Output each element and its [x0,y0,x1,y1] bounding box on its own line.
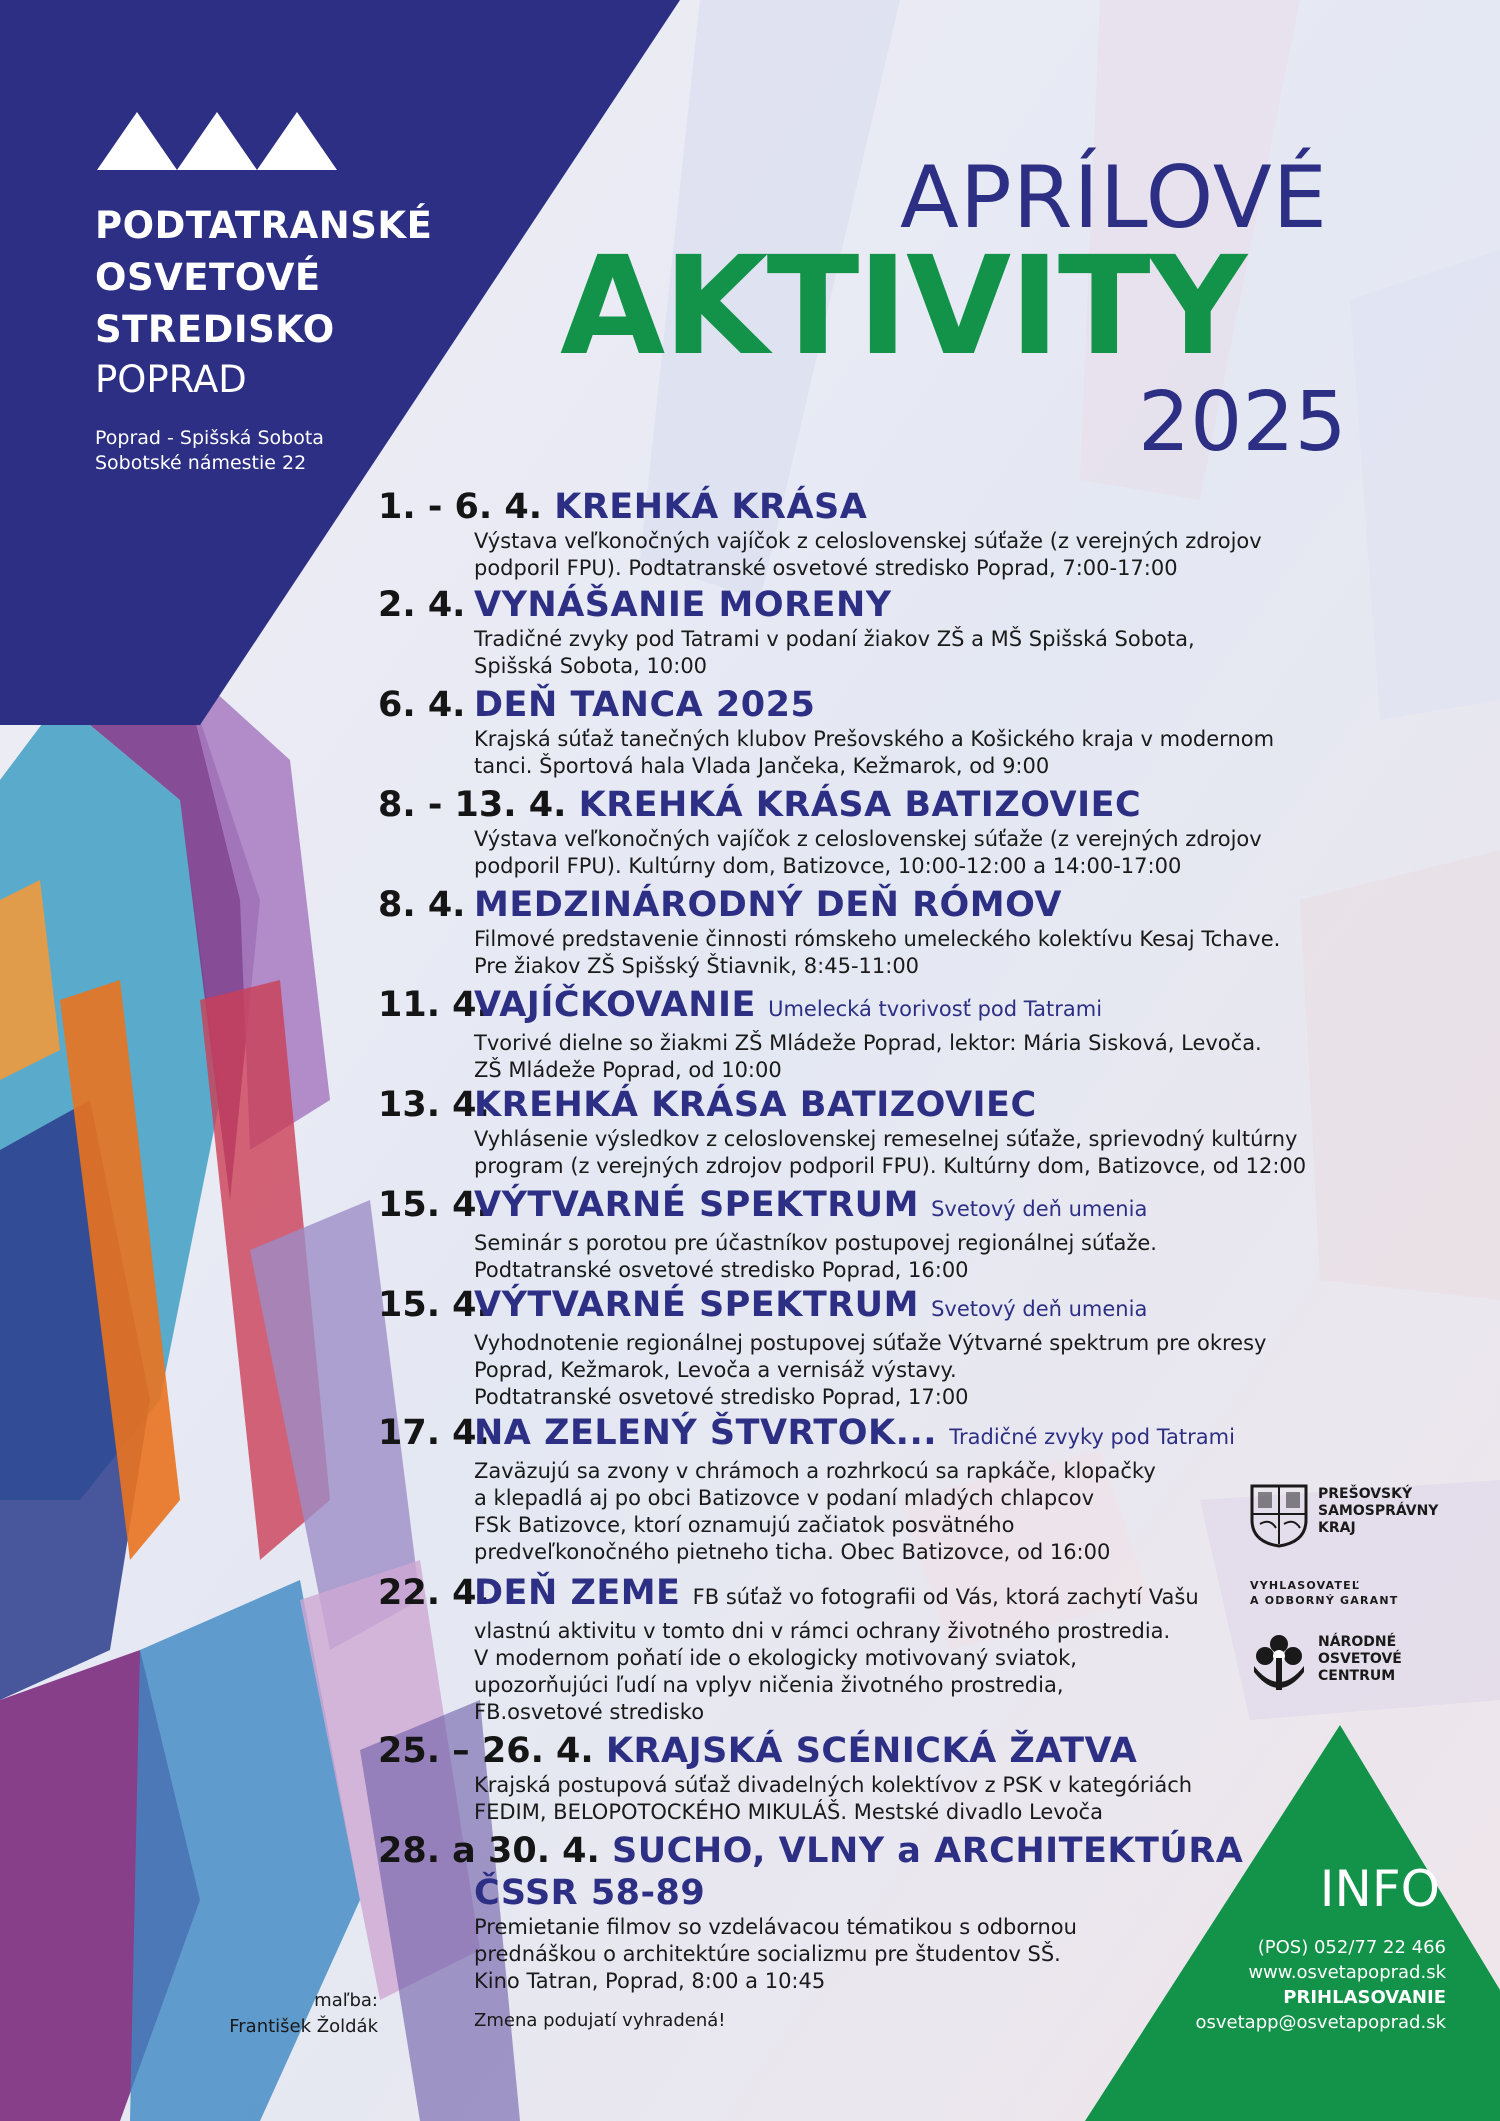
desc-line: Premietanie filmov so vzdelávacou tématikou s odbornou [474,1915,1077,1939]
event-item [378,684,1338,780]
desc-line: Výstava veľkonočných vajíčok z celoslovenskej súťaže (z verejných zdrojov [474,529,1262,553]
event-date: 11. 4. [378,985,490,1025]
event-date: 15. 4. [378,1185,490,1225]
event-title: VAJÍČKOVANIE [474,985,756,1025]
event-title: VYNÁŠANIE MORENY [474,585,892,625]
event-title: NA ZELENÝ ŠTVRTOK... [474,1413,938,1453]
event-date: 2. 4. [378,585,466,625]
title-year: 2025 [1138,375,1347,470]
desc-line: podporil FPU). Kultúrny dom, Batizovce, 10:00-12:00 a 14:00-17:00 [474,854,1182,878]
event-item [378,1184,1338,1284]
event-description [474,726,1338,780]
event-date: 13. 4. [378,1085,490,1125]
psk-line: KRAJ [1318,1520,1356,1536]
event-description [474,926,1338,980]
event-title: SUCHO, VLNY a ARCHITEKTÚRA [612,1831,1244,1871]
noc-name [1318,1634,1402,1685]
event-title: VÝTVARNÉ SPEKTRUM [474,1285,919,1325]
psk-name [1318,1486,1438,1537]
event-description [474,1330,1338,1411]
desc-line: Kino Tatran, Poprad, 8:00 a 10:45 [474,1969,826,1993]
event-description [474,626,1338,680]
event-description [474,1230,1338,1284]
org-name-line: STREDISKO [95,308,335,351]
event-date: 22. 4. [378,1573,490,1613]
event-description [474,826,1338,880]
psk-coat-of-arms-icon [1250,1484,1308,1548]
info-web-link[interactable]: www.osvetapoprad.sk [1248,1962,1446,1983]
event-date: 17. 4. [378,1413,490,1453]
desc-line: Tradičné zvyky pod Tatrami v podaní žiakov ZŠ a MŠ Spišská Sobota, [474,627,1195,651]
event-title-continued: ČSSR 58-89 [474,1873,706,1913]
event-item [378,1284,1338,1411]
noc-line: CENTRUM [1318,1668,1396,1684]
desc-line: V modernom poňatí ide o ekologicky motivovaný sviatok, [474,1646,1077,1670]
event-item [378,584,1338,680]
event-date: 28. a 30. 4. [378,1831,600,1871]
desc-line: vlastnú aktivitu v tomto dni v rámci ochrany životného prostredia. [474,1619,1171,1643]
event-date: 6. 4. [378,685,466,725]
desc-line: Filmové predstavenie činnosti rómskeho umeleckého kolektívu Kesaj Tchave. [474,927,1281,951]
event-description [474,1126,1338,1180]
event-item [378,1730,1338,1826]
desc-line: program (z verejných zdrojov podporil FPU). Kultúrny dom, Batizovce, od 12:00 [474,1154,1307,1178]
event-title: KRAJSKÁ SCÉNICKÁ ŽATVA [605,1731,1138,1771]
address-line: Sobotské námestie 22 [95,452,307,474]
desc-line: Poprad, Kežmarok, Levoča a vernisáž výstavy. [474,1358,957,1382]
painting-credit [200,1988,378,2040]
desc-line: tanci. Športová hala Vlada Jančeka, Kežmarok, od 9:00 [474,754,1050,778]
guarantor-label [1250,1578,1398,1608]
event-item [378,486,1338,582]
logo-mountains-icon [97,112,339,170]
desc-line: Spišská Sobota, 10:00 [474,654,708,678]
info-phone[interactable]: (POS) 052/77 22 466 [1257,1937,1446,1958]
event-description [474,1618,1244,1726]
event-date: 25. – 26. 4. [378,1731,594,1771]
noc-line: OSVETOVÉ [1318,1651,1402,1667]
title-line2: AKTIVITY [560,228,1246,386]
event-date: 1. - 6. 4. [378,487,543,527]
desc-line: FB.osvetové stredisko [474,1700,705,1724]
desc-line: Krajská postupová súťaž divadelných kolektívov z PSK v kategóriách [474,1773,1193,1797]
org-city: POPRAD [95,358,247,401]
event-description [474,1030,1338,1084]
event-item [378,884,1338,980]
desc-line: FSk Batizovce, ktorí oznamujú začiatok posvätného [474,1513,1015,1537]
org-name-line: OSVETOVÉ [95,256,321,299]
desc-line: a klepadlá aj po obci Batizovce v podaní mladých chlapcov [474,1486,1095,1510]
event-title: KREHKÁ KRÁSA [554,487,868,527]
desc-line: upozorňujúci ľudí na vplyv ničenia životného prostredia, [474,1673,1064,1697]
event-title: MEDZINÁRODNÝ DEŇ RÓMOV [474,885,1063,925]
event-date: 8. - 13. 4. [378,785,567,825]
event-item [378,1412,1338,1566]
event-title: KREHKÁ KRÁSA BATIZOVIEC [474,1085,1037,1125]
desc-line: Podtatranské osvetové stredisko Poprad, 16:00 [474,1258,969,1282]
address-line: Poprad - Spišská Sobota [95,427,324,449]
info-contacts [1195,1935,1446,2035]
info-registration: PRIHLASOVANIE [1283,1987,1446,2008]
desc-line: Vyhodnotenie regionálnej postupovej súťaže Výtvarné spektrum pre okresy [474,1331,1267,1355]
desc-line: Seminár s porotou pre účastníkov postupovej regionálnej súťaže. [474,1231,1157,1255]
desc-line: Krajská súťaž tanečných klubov Prešovského a Košického kraja v modernom [474,727,1275,751]
desc-line: Pre žiakov ZŠ Spišský Štiavnik, 8:45-11:00 [474,954,920,978]
event-item [378,784,1338,880]
desc-line: Tvorivé dielne so žiakmi ZŠ Mládeže Poprad, lektor: Mária Sisková, Levoča. [474,1031,1262,1055]
event-title: DEŇ TANCA 2025 [474,685,816,725]
title-line1: APRÍLOVÉ [900,148,1329,248]
event-title: DEŇ ZEME [474,1573,681,1613]
event-subtitle: FB súťaž vo fotografii od Vás, ktorá zachytí Vašu [692,1585,1199,1609]
desc-line: Vyhlásenie výsledkov z celoslovenskej remeselnej súťaže, sprievodný kultúrny [474,1127,1298,1151]
event-item [378,1572,1338,1726]
desc-line: FEDIM, BELOPOTOCKÉHO MIKULÁŠ. Mestské divadlo Levoča [474,1800,1103,1824]
desc-line: Zaväzujú sa zvony v chrámoch a rozhrkocú sa rapkáče, klopačky [474,1459,1156,1483]
org-name [95,200,432,356]
event-description [474,1458,1244,1566]
noc-flower-icon [1250,1628,1308,1694]
psk-line: PREŠOVSKÝ [1318,1486,1413,1502]
event-date: 8. 4. [378,885,466,925]
credit-label: maľba: [314,1990,378,2011]
desc-line: Podtatranské osvetové stredisko Poprad, 17:00 [474,1385,969,1409]
desc-line: podporil FPU). Podtatranské osvetové stredisko Poprad, 7:00-17:00 [474,556,1178,580]
org-address [95,426,324,476]
event-date: 15. 4. [378,1285,490,1325]
guarantor-line: VYHLASOVATEĽ [1250,1579,1361,1592]
credit-name: František Žoldák [229,2016,378,2037]
event-subtitle: Svetový deň umenia [931,1197,1148,1221]
disclaimer-note: Zmena podujatí vyhradená! [474,2010,726,2031]
event-title: VÝTVARNÉ SPEKTRUM [474,1185,919,1225]
info-email-link[interactable]: osvetapp@osvetapoprad.sk [1195,2012,1446,2033]
event-item [378,1830,1338,1995]
guarantor-line: A ODBORNÝ GARANT [1250,1594,1399,1607]
event-description [474,528,1338,582]
desc-line: prednáškou o architektúre socializmu pre študentov SŠ. [474,1942,1061,1966]
event-subtitle: Tradičné zvyky pod Tatrami [949,1425,1235,1449]
event-subtitle: Umelecká tvorivosť pod Tatrami [768,997,1103,1021]
event-description [474,1914,1114,1995]
event-title: KREHKÁ KRÁSA BATIZOVIEC [578,785,1142,825]
desc-line: ZŠ Mládeže Poprad, od 10:00 [474,1058,782,1082]
noc-line: NÁRODNÉ [1318,1634,1397,1650]
desc-line: Výstava veľkonočných vajíčok z celoslovenskej súťaže (z verejných zdrojov [474,827,1262,851]
psk-line: SAMOSPRÁVNY [1318,1503,1439,1519]
event-subtitle: Svetový deň umenia [931,1297,1148,1321]
event-description [474,1772,1338,1826]
info-title: INFO [1319,1860,1440,1918]
desc-line: predveľkonočného pietneho ticha. Obec Batizovce, od 16:00 [474,1540,1111,1564]
event-item [378,984,1338,1084]
event-item [378,1084,1338,1180]
org-name-line: PODTATRANSKÉ [95,204,433,247]
